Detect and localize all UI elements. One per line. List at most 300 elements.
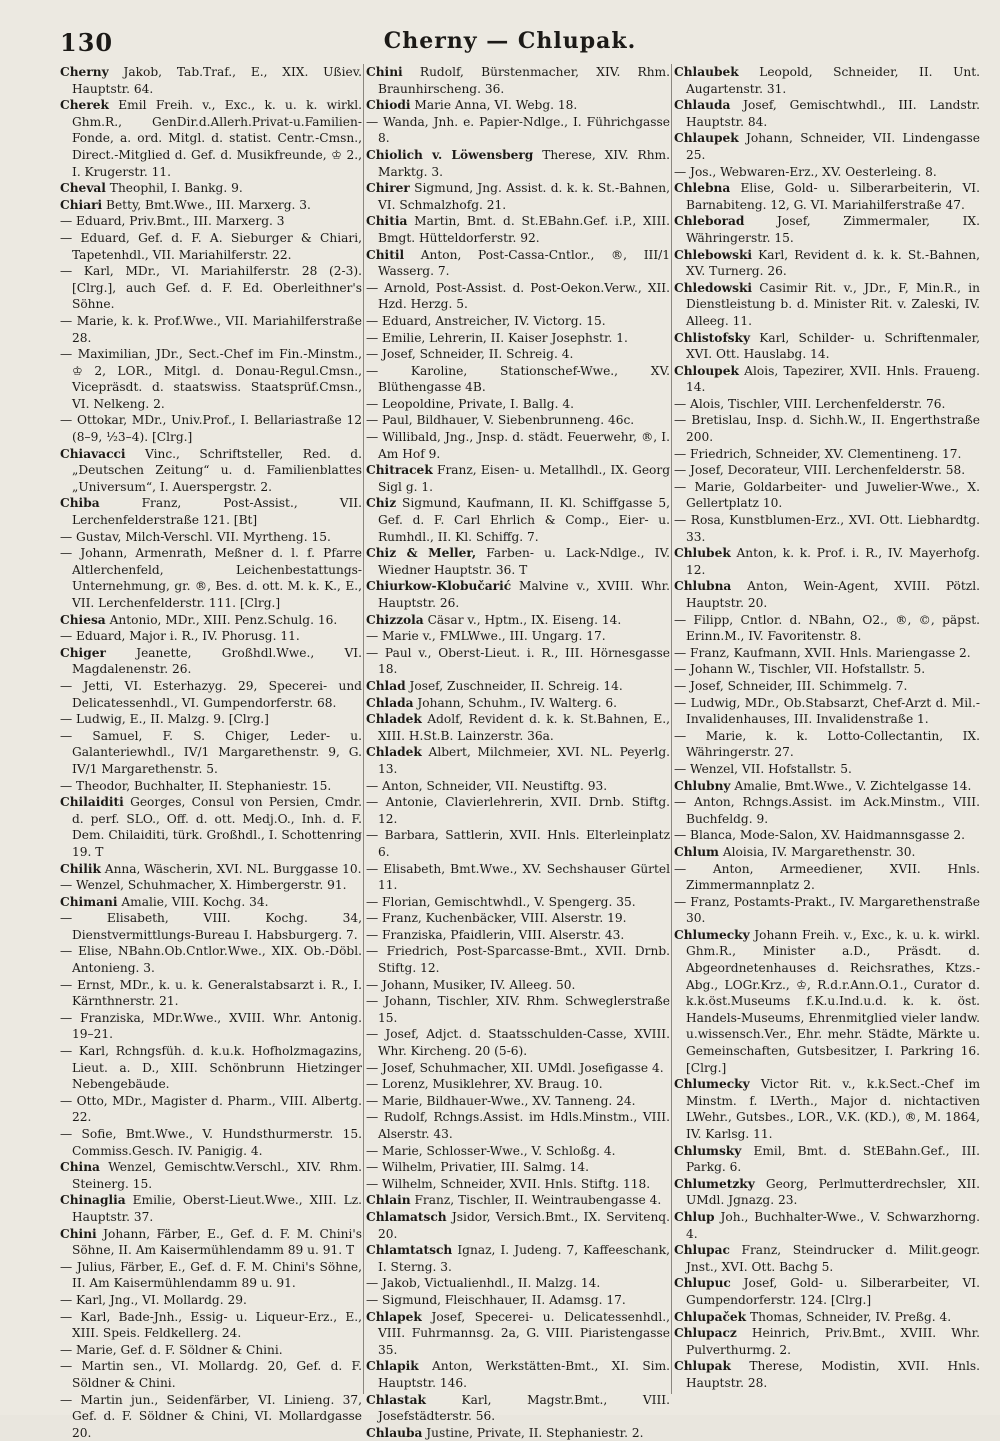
- directory-entry: [60, 1392, 362, 1441]
- directory-entry: [674, 612, 980, 645]
- entry-details: Betty, Bmt.Wwe., III. Marxerg. 3.: [102, 198, 311, 212]
- entry-details: Antonio, MDr., XIII. Penz.Schulg. 16.: [106, 613, 338, 627]
- entry-details: — Marie, Bildhauer-Wwe., XV. Tanneng. 24.: [366, 1094, 636, 1108]
- entry-details: — Gustav, Milch-Verschl. VII. Myrtheng. 15.: [60, 530, 331, 544]
- directory-entry: [366, 612, 670, 629]
- directory-entry: [674, 578, 980, 611]
- directory-entry: [366, 645, 670, 678]
- entry-surname: Chitil: [366, 248, 404, 262]
- column-3: [674, 64, 980, 1394]
- entry-details: Thomas, Schneider, IV. Preßg. 4.: [746, 1310, 951, 1324]
- directory-entry: [674, 1176, 980, 1209]
- entry-surname: Chladek: [366, 745, 422, 759]
- entry-details: Anton, Werkstätten-Bmt., XI. Sim. Hauptstr. 146.: [378, 1359, 670, 1390]
- column-1: [60, 64, 362, 1394]
- directory-entry: [366, 578, 670, 611]
- entry-surname: Chlubna: [674, 579, 731, 593]
- directory-entry: [60, 1342, 362, 1359]
- entry-details: — Wilhelm, Privatier, III. Salmg. 14.: [366, 1160, 589, 1174]
- entry-details: Vinc., Schriftsteller, Red. d. „Deutschen Zeitung“ u. d. Familienblattes „Universum“, I. Auerspergstr. 2.: [72, 447, 362, 494]
- directory-entry: [366, 180, 670, 213]
- entry-details: Josef, Gemischtwhdl., III. Landstr. Hauptstr. 84.: [686, 98, 980, 129]
- directory-entry: [60, 711, 362, 728]
- directory-entry: [366, 744, 670, 777]
- entry-details: — Barbara, Sattlerin, XVII. Hnls. Elterleinplatz 6.: [366, 828, 670, 859]
- entry-details: — Josef, Schuhmacher, XII. UMdl. Josefigasse 4.: [366, 1061, 664, 1075]
- directory-entry: [366, 346, 670, 363]
- directory-entry: [366, 396, 670, 413]
- entry-details: — Maximilian, JDr., Sect.-Chef im Fin.-Minstm., ♔ 2, LOR., Mitgl. d. Donau-Regul.Cmsn., Vicepräsdt. d. staatswiss. Staatsprüf.Cmsn., VI. Nelkeng. 2.: [60, 347, 362, 411]
- entry-details: Elise, Gold- u. Silberarbeiterin, VI. Barnabiteng. 12, G. VI. Mariahilferstraße 47.: [686, 181, 980, 212]
- entry-surname: Chlubek: [674, 546, 731, 560]
- directory-entry: [674, 64, 980, 97]
- directory-entry: [366, 894, 670, 911]
- directory-entry: [60, 977, 362, 1010]
- directory-entry: [674, 861, 980, 894]
- directory-entry: [674, 396, 980, 413]
- page-header: [60, 28, 960, 62]
- entry-details: Franz, Post-Assist., VII. Lerchenfelderstraße 121. [Bt]: [72, 496, 362, 527]
- directory-entry: [366, 363, 670, 396]
- entry-surname: Chiurkow-Klobučarić: [366, 579, 511, 593]
- entry-details: — Elisabeth, Bmt.Wwe., XV. Sechshauser Gürtel 11.: [366, 862, 670, 893]
- entry-surname: Chlebna: [674, 181, 730, 195]
- directory-entry: [674, 97, 980, 130]
- entry-surname: Chlada: [366, 696, 414, 710]
- directory-entry: [366, 711, 670, 744]
- directory-entry: [60, 1043, 362, 1093]
- directory-entry: [366, 64, 670, 97]
- entry-details: — Johann W., Tischler, VII. Hofstallstr. 5.: [674, 662, 925, 676]
- entry-details: — Elisabeth, VIII. Kochg. 34, Dienstvermittlungs-Bureau I. Habsburgerg. 7.: [60, 911, 362, 942]
- directory-entry: [60, 778, 362, 795]
- entry-details: Farben- u. Lack-Ndlge., IV. Wiedner Hauptstr. 36. T: [378, 546, 670, 577]
- directory-entry: [60, 1292, 362, 1309]
- entry-details: Aloisia, IV. Margarethenstr. 30.: [719, 845, 915, 859]
- entry-details: Jsidor, Versich.Bmt., IX. Servitenq. 20.: [378, 1210, 670, 1241]
- directory-entry: [60, 678, 362, 711]
- entry-details: — Blanca, Mode-Salon, XV. Haidmannsgasse 2.: [674, 828, 965, 842]
- entry-details: — Friedrich, Schneider, XV. Clementineng. 17.: [674, 447, 961, 461]
- directory-entry: [674, 794, 980, 827]
- entry-details: — Ernst, MDr., k. u. k. Generalstabsarzt i. R., I. Kärnthnerstr. 21.: [60, 978, 362, 1009]
- directory-entry: [60, 230, 362, 263]
- entry-details: — Friedrich, Post-Sparcasse-Bmt., XVII. Drnb. Stiftg. 12.: [366, 944, 670, 975]
- entry-details: Malvine v., XVIII. Whr. Hauptstr. 26.: [378, 579, 670, 610]
- entry-details: — Jos., Webwaren-Erz., XV. Oesterleing. 8.: [674, 165, 937, 179]
- entry-surname: Chini: [366, 65, 403, 79]
- directory-entry: [674, 728, 980, 761]
- directory-entry: [366, 1425, 670, 1441]
- entry-details: Therese, XIV. Rhm. Marktg. 3.: [378, 148, 670, 179]
- page-number: 130: [60, 28, 113, 57]
- entry-details: Josef, Gold- u. Silberarbeiter, VI. Gumpendorferstr. 124. [Clrg.]: [686, 1276, 980, 1307]
- directory-entry: [366, 678, 670, 695]
- entry-surname: Chlamatsch: [366, 1210, 447, 1224]
- entry-details: Jeanette, Großhdl.Wwe., VI. Magdalenenstr. 26.: [72, 646, 362, 677]
- entry-surname: Chiari: [60, 198, 102, 212]
- entry-details: — Paul v., Oberst-Lieut. i. R., III. Hörnesgasse 18.: [366, 646, 670, 677]
- entry-details: — Emilie, Lehrerin, II. Kaiser Josephstr. 1.: [366, 331, 628, 345]
- entry-details: — Bretislau, Insp. d. Sichh.W., II. Engerthstraße 200.: [674, 413, 980, 444]
- entry-surname: Chlain: [366, 1193, 411, 1207]
- entry-surname: Chlupak: [674, 1359, 731, 1373]
- entry-details: — Josef, Schneider, III. Schimmelg. 7.: [674, 679, 907, 693]
- entry-surname: Chimani: [60, 895, 117, 909]
- directory-entry: [674, 545, 980, 578]
- entry-details: — Marie v., FMLWwe., III. Ungarg. 17.: [366, 629, 606, 643]
- directory-entry: [674, 213, 980, 246]
- entry-details: — Karl, MDr., VI. Mariahilferstr. 28 (2-3). [Clrg.], auch Gef. d. F. Ed. Oberleithner's Söhne.: [60, 264, 362, 311]
- entry-surname: Chlastak: [366, 1393, 426, 1407]
- directory-entry: [366, 1209, 670, 1242]
- directory-entry: [674, 479, 980, 512]
- entry-surname: Chlup: [674, 1210, 715, 1224]
- directory-entry: [366, 1093, 670, 1110]
- directory-entry: [674, 827, 980, 844]
- directory-entry: [674, 330, 980, 363]
- entry-details: — Antonie, Clavierlehrerin, XVII. Drnb. Stiftg. 12.: [366, 795, 670, 826]
- entry-details: — Martin jun., Seidenfärber, VI. Linieng. 37, Gef. d. F. Söldner & Chini, VI. Mollardgasse 20.: [60, 1393, 362, 1440]
- entry-surname: Chiesa: [60, 613, 106, 627]
- entry-surname: Chladek: [366, 712, 422, 726]
- entry-details: Johann, Färber, E., Gef. d. F. M. Chini's Söhne, II. Am Kaisermühlendamm 89 u. 91. T: [72, 1227, 362, 1258]
- entry-details: — Anton, Schneider, VII. Neustiftg. 93.: [366, 779, 607, 793]
- directory-entry: [60, 1226, 362, 1259]
- entry-details: — Eduard, Priv.Bmt., III. Marxerg. 3: [60, 214, 285, 228]
- entry-details: Wenzel, Gemischtw.Verschl., XIV. Rhm. Steinerg. 15.: [72, 1160, 362, 1191]
- entry-details: — Marie, k. k. Lotto-Collectantin, IX. Währingerstr. 27.: [674, 729, 980, 760]
- directory-entry: [60, 728, 362, 778]
- directory-entry: [674, 462, 980, 479]
- entry-details: Casimir Rit. v., JDr., F, Min.R., in Dienstleistung b. d. Minister Rit. v. Zaleski, IV. Alleeg. 11.: [686, 281, 980, 328]
- directory-entry: [674, 1209, 980, 1242]
- entry-surname: Cheval: [60, 181, 106, 195]
- directory-entry: [60, 1358, 362, 1391]
- entry-details: — Marie, Goldarbeiter- und Juwelier-Wwe., X. Gellertplatz 10.: [674, 480, 980, 511]
- entry-details: Georg, Perlmutterdrechsler, XII. UMdl. Jgnazg. 23.: [686, 1177, 980, 1208]
- directory-entry: [674, 412, 980, 445]
- directory-entry: [674, 1309, 980, 1326]
- entry-details: Anton, Post-Cassa-Cntlor., ®, III/1 Wasserg. 7.: [378, 248, 670, 279]
- directory-entry: [60, 495, 362, 528]
- entry-details: Johann Freih. v., Exc., k. u. k. wirkl. Ghm.R., Minister a.D., Präsdt. d. Abgeordnetenhauses d. Reichsrathes, Ktzs.-Abg., LOGr.Krz., ♔, R.d.r.Ann.O.1., Curator d. k.k.öst.Museums f.K.u.Ind.u.d. k. k. öst. Handels-Museums, Ehrenmitglied vieler landw. u.wissensch.Ver., Ehr. mehr. Städte, Märkte u. Gemeinschaften, Gutsbesitzer, I. Parkring 16. [Clrg.]: [686, 928, 980, 1075]
- entry-details: Karl, Schilder- u. Schriftenmaler, XVI. Ott. Hauslabg. 14.: [686, 331, 980, 362]
- directory-entry: [60, 1159, 362, 1192]
- directory-entry: [366, 778, 670, 795]
- directory-entry: [60, 894, 362, 911]
- directory-entry: [60, 545, 362, 611]
- directory-entry: [60, 1259, 362, 1292]
- entry-details: — Franz, Kaufmann, XVII. Hnls. Mariengasse 2.: [674, 646, 971, 660]
- entry-details: Ignaz, I. Judeng. 7, Kaffeeschank, I. Sterng. 3.: [378, 1243, 670, 1274]
- entry-surname: Chlebowski: [674, 248, 752, 262]
- entry-surname: Chlapik: [366, 1359, 419, 1373]
- directory-entry: [366, 247, 670, 280]
- directory-entry: [674, 164, 980, 181]
- directory-entry: [366, 1309, 670, 1359]
- directory-entry: [366, 1076, 670, 1093]
- entry-details: — Karl, Jng., VI. Mollardg. 29.: [60, 1293, 247, 1307]
- entry-details: — Eduard, Anstreicher, IV. Victorg. 15.: [366, 314, 606, 328]
- directory-entry: [366, 330, 670, 347]
- entry-details: Victor Rit. v., k.k.Sect.-Chef im Minstm. f. LVerth., Major d. nichtactiven LWehr., Gutsbes., LOR., V.K. (KD.), ®, M. 1864, IV. Karlsg. 11.: [686, 1077, 980, 1141]
- entry-details: Cäsar v., Hptm., IX. Eiseng. 14.: [424, 613, 622, 627]
- entry-surname: Chlumsky: [674, 1144, 741, 1158]
- entry-details: — Paul, Bildhauer, V. Siebenbrunneng. 46c.: [366, 413, 634, 427]
- entry-surname: Cherek: [60, 98, 109, 112]
- entry-surname: Chlupacz: [674, 1326, 737, 1340]
- entry-surname: Chlupaček: [674, 1310, 746, 1324]
- directory-entry: [60, 794, 362, 860]
- entry-details: Anna, Wäscherin, XVI. NL. Burggasse 10.: [101, 862, 362, 876]
- directory-entry: [674, 1143, 980, 1176]
- directory-entry: [60, 263, 362, 313]
- directory-entry: [60, 446, 362, 496]
- entry-surname: Chleborad: [674, 214, 744, 228]
- entry-details: — Johann, Musiker, IV. Alleeg. 50.: [366, 978, 575, 992]
- entry-details: Franz, Eisen- u. Metallhdl., IX. Georg Sigl g. 1.: [378, 463, 670, 494]
- entry-details: — Marie, Gef. d. F. Söldner & Chini.: [60, 1343, 283, 1357]
- entry-surname: Chilik: [60, 862, 101, 876]
- entry-details: — Ludwig, MDr., Ob.Stabsarzt, Chef-Arzt d. Mil.-Invalidenhauses, III. Invalidenstraße 1.: [674, 696, 980, 727]
- directory-entry: [674, 512, 980, 545]
- directory-entry: [60, 1309, 362, 1342]
- entry-details: Theophil, I. Bankg. 9.: [106, 181, 243, 195]
- directory-entry: [674, 1076, 980, 1142]
- directory-entry: [366, 280, 670, 313]
- entry-details: Karl, Magstr.Bmt., VIII. Josefstädterstr. 56.: [378, 1393, 670, 1424]
- entry-surname: Chizzola: [366, 613, 424, 627]
- entry-details: — Franz, Kuchenbäcker, VIII. Alserstr. 19.: [366, 911, 627, 925]
- entry-details: Justine, Private, II. Stephaniestr. 2.: [422, 1426, 643, 1440]
- entry-details: Joh., Buchhalter-Wwe., V. Schwarzhorng. 4.: [686, 1210, 980, 1241]
- entry-details: Josef, Zuschneider, II. Schreig. 14.: [406, 679, 623, 693]
- entry-details: Marie Anna, VI. Webg. 18.: [410, 98, 577, 112]
- entry-details: — Alois, Tischler, VIII. Lerchenfelderstr. 76.: [674, 397, 945, 411]
- directory-entry: [366, 429, 670, 462]
- entry-surname: Chiger: [60, 646, 106, 660]
- directory-entry: [674, 661, 980, 678]
- entry-surname: Chlauba: [366, 1426, 422, 1440]
- entry-details: Johann, Schneider, VII. Lindengasse 25.: [686, 131, 980, 162]
- entry-details: Martin, Bmt. d. St.EBahn.Gef. i.P., XIII. Bmgt. Hütteldorferstr. 92.: [378, 214, 670, 245]
- directory-entry: [366, 1192, 670, 1209]
- entry-details: Emil, Bmt. d. StEBahn.Gef., III. Parkg. 6.: [686, 1144, 980, 1175]
- entry-surname: Chlamtatsch: [366, 1243, 452, 1257]
- entry-surname: Chlauda: [674, 98, 730, 112]
- entry-details: Georges, Consul von Persien, Cmdr. d. perf. SLO., Off. d. ott. Medj.O., Inh. d. F. Dem. Chilaiditi, türk. Großhdl., I. Schottenring 19. T: [72, 795, 362, 859]
- entry-details: — Rudolf, Rchngs.Assist. im Hdls.Minstm., VIII. Alserstr. 43.: [366, 1110, 670, 1141]
- entry-surname: Chlum: [674, 845, 719, 859]
- directory-entry: [366, 114, 670, 147]
- directory-entry: [366, 794, 670, 827]
- directory-entry: [60, 313, 362, 346]
- directory-entry: [674, 446, 980, 463]
- directory-entry: [674, 363, 980, 396]
- entry-details: — Franziska, Pfaidlerin, VIII. Alserstr. 43.: [366, 928, 624, 942]
- entry-surname: Chlupuc: [674, 1276, 731, 1290]
- directory-entry: [366, 1109, 670, 1142]
- entry-surname: Chiavacci: [60, 447, 126, 461]
- entry-details: — Franz, Postamts-Prakt., IV. Margarethenstraße 30.: [674, 895, 980, 926]
- directory-entry: [366, 97, 670, 114]
- entry-details: — Wilhelm, Schneider, XVII. Hnls. Stiftg. 118.: [366, 1177, 650, 1191]
- directory-entry: [366, 993, 670, 1026]
- entry-details: — Rosa, Kunstblumen-Erz., XVI. Ott. Liebhardtg. 33.: [674, 513, 980, 544]
- running-head: Cherny — Chlupak.: [60, 28, 960, 54]
- entry-details: — Elise, NBahn.Ob.Cntlor.Wwe., XIX. Ob.-Döbl. Antonieng. 3.: [60, 944, 362, 975]
- entry-details: — Lorenz, Musiklehrer, XV. Braug. 10.: [366, 1077, 603, 1091]
- entry-surname: Chlaupek: [674, 131, 739, 145]
- entry-surname: Chlubny: [674, 779, 731, 793]
- directory-entry: [366, 977, 670, 994]
- directory-entry: [366, 628, 670, 645]
- directory-entry: [366, 313, 670, 330]
- directory-entry: [366, 1026, 670, 1059]
- entry-surname: Chitracek: [366, 463, 433, 477]
- entry-details: Anton, Wein-Agent, XVIII. Pötzl. Hauptstr. 20.: [686, 579, 980, 610]
- directory-entry: [674, 280, 980, 330]
- entry-details: Albert, Milchmeier, XVI. NL. Peyerlg. 13.: [378, 745, 670, 776]
- entry-surname: Chledowski: [674, 281, 752, 295]
- directory-entry: [366, 1358, 670, 1391]
- entry-details: Therese, Modistin, XVII. Hnls. Hauptstr. 28.: [686, 1359, 980, 1390]
- entry-details: — Franziska, MDr.Wwe., XVIII. Whr. Antonig. 19–21.: [60, 1011, 362, 1042]
- entry-details: Heinrich, Priv.Bmt., XVIII. Whr. Pulverthurmg. 2.: [686, 1326, 980, 1357]
- entry-details: — Florian, Gemischtwhdl., V. Spengerg. 35.: [366, 895, 636, 909]
- entry-surname: Chlistofsky: [674, 331, 750, 345]
- directory-entry: [366, 1275, 670, 1292]
- directory-entry: [366, 545, 670, 578]
- directory-entry: [60, 412, 362, 445]
- directory-entry: [366, 1060, 670, 1077]
- entry-surname: Chiodi: [366, 98, 410, 112]
- entry-details: Anton, k. k. Prof. i. R., IV. Mayerhofg. 12.: [686, 546, 980, 577]
- directory-entry: [674, 844, 980, 861]
- entry-details: — Eduard, Gef. d. F. A. Sieburger & Chiari, Tapetenhdl., VII. Mariahilferstr. 22.: [60, 231, 362, 262]
- directory-entry: [60, 197, 362, 214]
- directory-entry: [366, 1242, 670, 1275]
- entry-details: Rudolf, Bürstenmacher, XIV. Rhm. Braunhirscheng. 36.: [378, 65, 670, 96]
- entry-details: Amalie, Bmt.Wwe., V. Zichtelgasse 14.: [731, 779, 972, 793]
- directory-entry: [366, 943, 670, 976]
- directory-entry: [674, 1242, 980, 1275]
- directory-entry: [60, 346, 362, 412]
- directory-entry: [674, 695, 980, 728]
- entry-details: Leopold, Schneider, II. Unt. Augartenstr. 31.: [686, 65, 980, 96]
- entry-details: — Sofie, Bmt.Wwe., V. Hundsthurmerstr. 15. Commiss.Gesch. IV. Panigig. 4.: [60, 1127, 362, 1158]
- entry-details: — Anton, Armeediener, XVII. Hnls. Zimmermannplatz 2.: [674, 862, 980, 893]
- column-2: [366, 64, 670, 1394]
- entry-details: — Wanda, Jnh. e. Papier-Ndlge., I. Führichgasse 8.: [366, 115, 670, 146]
- directory-entry: [366, 1143, 670, 1160]
- directory-entry: [366, 412, 670, 429]
- directory-entry: [366, 695, 670, 712]
- entry-details: — Marie, k. k. Prof.Wwe., VII. Mariahilferstraße 28.: [60, 314, 362, 345]
- entry-details: — Josef, Schneider, II. Schreig. 4.: [366, 347, 573, 361]
- entry-surname: Chiba: [60, 496, 100, 510]
- entry-surname: Chiz & Meller,: [366, 546, 476, 560]
- directory-entry: [60, 97, 362, 180]
- directory-entry: [366, 1292, 670, 1309]
- entry-details: — Sigmund, Fleischhauer, II. Adamsg. 17.: [366, 1293, 626, 1307]
- entry-details: Sigmund, Jng. Assist. d. k. k. St.-Bahnen, VI. Schmalzhofg. 21.: [378, 181, 670, 212]
- entry-surname: Chlumecky: [674, 1077, 750, 1091]
- directory-entry: [60, 529, 362, 546]
- directory-entry: [674, 778, 980, 795]
- directory-entry: [366, 827, 670, 860]
- entry-details: Karl, Revident d. k. k. St.-Bahnen, XV. Turnerg. 26.: [686, 248, 980, 279]
- entry-surname: Chinaglia: [60, 1193, 126, 1207]
- entry-details: — Ludwig, E., II. Malzg. 9. [Clrg.]: [60, 712, 269, 726]
- entry-details: — Theodor, Buchhalter, II. Stephaniestr. 15.: [60, 779, 331, 793]
- entry-details: — Willibald, Jng., Jnsp. d. städt. Feuerwehr, ®, I. Am Hof 9.: [366, 430, 670, 461]
- directory-entry: [366, 1392, 670, 1425]
- entry-surname: Chitia: [366, 214, 407, 228]
- entry-details: Franz, Tischler, II. Weintraubengasse 4.: [411, 1193, 662, 1207]
- directory-entry: [366, 462, 670, 495]
- entry-surname: Chlad: [366, 679, 406, 693]
- directory-entry: [60, 213, 362, 230]
- directory-entry: [60, 861, 362, 878]
- entry-details: Franz, Steindrucker d. Milit.geogr. Jnst., XVI. Ott. Bachg 5.: [686, 1243, 980, 1274]
- directory-entry: [674, 1325, 980, 1358]
- entry-details: Emilie, Oberst-Lieut.Wwe., XIII. Lz. Hauptstr. 37.: [72, 1193, 362, 1224]
- entry-details: — Josef, Decorateur, VIII. Lerchenfelderstr. 58.: [674, 463, 965, 477]
- entry-details: — Anton, Rchngs.Assist. im Ack.Minstm., VIII. Buchfeldg. 9.: [674, 795, 980, 826]
- entry-details: — Samuel, F. S. Chiger, Leder- u. Galanteriewhdl., IV/1 Margarethenstr. 9, G. IV/1 Margarethenstr. 5.: [60, 729, 362, 776]
- directory-entry: [60, 1126, 362, 1159]
- directory-entry: [366, 147, 670, 180]
- directory-entry: [366, 213, 670, 246]
- directory-entry: [674, 645, 980, 662]
- directory-entry: [674, 894, 980, 927]
- entry-details: — Jetti, VI. Esterhazyg. 29, Specerei- und Delicatessenhdl., VI. Gumpendorferstr. 68.: [60, 679, 362, 710]
- entry-details: — Otto, MDr., Magister d. Pharm., VIII. Albertg. 22.: [60, 1094, 362, 1125]
- directory-columns: [60, 64, 980, 1394]
- entry-surname: Chlupac: [674, 1243, 730, 1257]
- entry-details: — Leopoldine, Private, I. Ballg. 4.: [366, 397, 574, 411]
- directory-entry: [60, 1010, 362, 1043]
- entry-details: — Ottokar, MDr., Univ.Prof., I. Bellariastraße 12 (8–9, ½3–4). [Clrg.]: [60, 413, 362, 444]
- entry-details: — Filipp, Cntlor. d. NBahn, O2., ®, ©, päpst. Erinn.M., IV. Favoritenstr. 8.: [674, 613, 980, 644]
- directory-entry: [60, 180, 362, 197]
- directory-entry: [674, 247, 980, 280]
- entry-details: — Johann, Tischler, XIV. Rhm. Schweglerstraße 15.: [366, 994, 670, 1025]
- entry-details: — Martin sen., VI. Mollardg. 20, Gef. d. F. Söldner & Chini.: [60, 1359, 362, 1390]
- directory-entry: [366, 927, 670, 944]
- column-divider: [363, 64, 364, 1394]
- entry-details: Amalie, VIII. Kochg. 34.: [117, 895, 268, 909]
- directory-entry: [60, 1192, 362, 1225]
- entry-details: — Josef, Adjct. d. Staatsschulden-Casse, XVIII. Whr. Kircheng. 20 (5-6).: [366, 1027, 670, 1058]
- entry-surname: Chlumetzky: [674, 1177, 755, 1191]
- directory-entry: [674, 1358, 980, 1391]
- directory-entry: [674, 761, 980, 778]
- entry-surname: Chilaiditi: [60, 795, 124, 809]
- entry-details: Johann, Schuhm., IV. Walterg. 6.: [414, 696, 618, 710]
- entry-surname: Chiz: [366, 496, 396, 510]
- entry-surname: Cherny: [60, 65, 109, 79]
- entry-surname: Chlaubek: [674, 65, 739, 79]
- directory-entry: [674, 1275, 980, 1308]
- entry-details: Emil Freih. v., Exc., k. u. k. wirkl. Ghm.R., GenDir.d.Allerh.Privat-u.Familien-Fonde, a. ord. Mitgl. d. statist. Centr.-Cmsn., Direct.-Mitglied d. Gef. d. Musikfreunde, ♔ 2., I. Krugerstr. 11.: [72, 98, 362, 178]
- directory-entry: [366, 861, 670, 894]
- entry-details: — Karl, Rchngsfüh. d. k.u.k. Hofholzmagazins, Lieut. a. D., XIII. Schönbrunn Hietzinger Nebengebäude.: [60, 1044, 362, 1091]
- entry-details: — Karoline, Stationschef-Wwe., XV. Blüthengasse 4B.: [366, 364, 670, 395]
- column-divider: [671, 64, 672, 1394]
